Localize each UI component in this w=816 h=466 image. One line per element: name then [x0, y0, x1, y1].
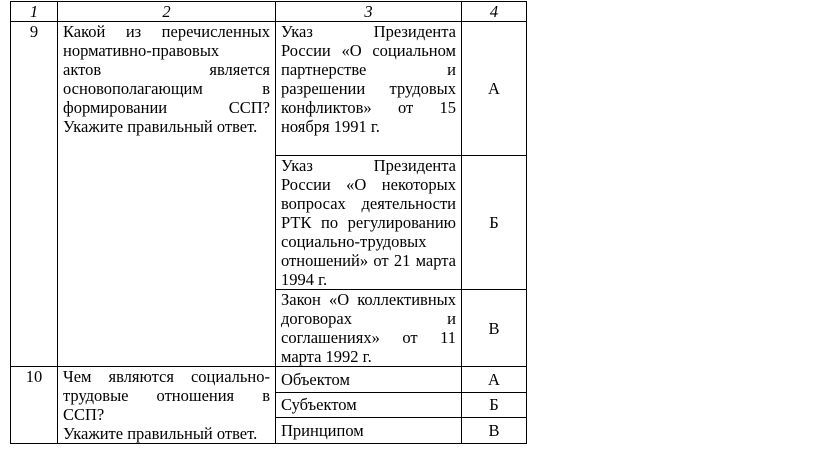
header-col-2: 2 — [58, 2, 276, 22]
option-line: разрешении трудовых — [281, 79, 456, 98]
option-line: социально-трудовых — [281, 232, 427, 251]
question-line: формировании ССП? — [63, 98, 270, 117]
option-line: соглашениях» от 11 — [281, 328, 456, 347]
question-9-option-b — [276, 156, 462, 290]
question-9-letter-a: А — [462, 22, 527, 156]
question-line: Чем являются социально- — [63, 367, 270, 386]
question-10-number: 10 — [11, 367, 58, 444]
question-10-letter-a: А — [462, 367, 527, 393]
question-10-option-b: Субъектом — [276, 392, 462, 418]
option-line: ноября 1991 г. — [281, 117, 380, 136]
header-col-4: 4 — [462, 2, 527, 22]
question-10-option-a: Объектом — [276, 367, 462, 393]
header-col-1: 1 — [11, 2, 58, 22]
question-line: ССП? — [63, 405, 105, 424]
question-9-letter-c: В — [462, 290, 527, 367]
question-9-option-c — [276, 290, 462, 367]
question-9-letter-b: Б — [462, 156, 527, 290]
option-line: России «О социальном — [281, 41, 456, 60]
question-10-text — [58, 367, 276, 444]
question-10-row-a — [11, 367, 527, 393]
option-line: 1994 г. — [281, 270, 328, 289]
question-9-text — [58, 22, 276, 367]
question-9-number: 9 — [11, 22, 58, 367]
question-10-option-c: Принципом — [276, 418, 462, 444]
quiz-table — [10, 1, 527, 444]
question-9-row-a — [11, 22, 527, 156]
option-line: РТК по регулированию — [281, 213, 456, 232]
question-10-letter-b: Б — [462, 392, 527, 418]
option-line: России «О некоторых — [281, 175, 456, 194]
question-10-letter-c: В — [462, 418, 527, 444]
header-row — [11, 2, 527, 22]
question-line: Какой из перечисленных — [63, 22, 270, 41]
option-line: отношений» от 21 марта — [281, 251, 456, 270]
header-col-3: 3 — [276, 2, 462, 22]
question-9-option-a — [276, 22, 462, 156]
option-line: конфликтов» от 15 — [281, 98, 456, 117]
option-line: Указ Президента — [281, 156, 456, 175]
question-line: трудовые отношения в — [63, 386, 270, 405]
question-line: Укажите правильный ответ. — [63, 117, 258, 136]
option-line: договорах и — [281, 309, 456, 328]
option-line: марта 1992 г. — [281, 347, 372, 366]
question-line: нормативно-правовых — [63, 41, 220, 60]
question-line: актов является — [63, 60, 270, 79]
option-line: партнерстве и — [281, 60, 456, 79]
option-line: Указ Президента — [281, 22, 456, 41]
option-line: вопросах деятельности — [281, 194, 456, 213]
question-line: основополагающим в — [63, 79, 270, 98]
option-line: Закон «О коллективных — [281, 290, 456, 309]
question-line: Укажите правильный ответ. — [63, 424, 258, 443]
